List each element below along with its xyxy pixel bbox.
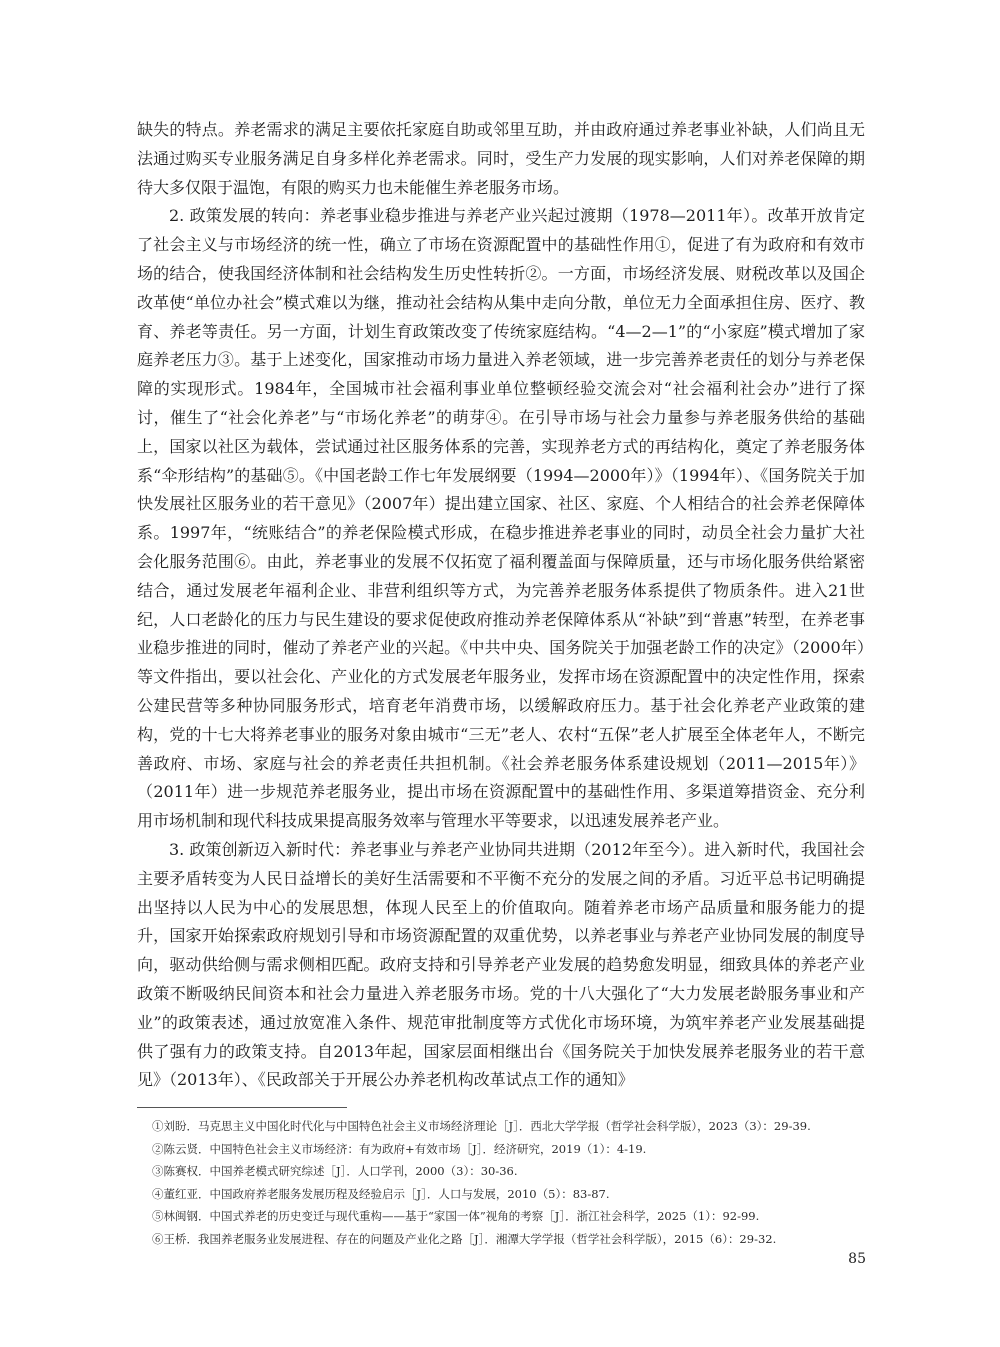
footnote-5: ⑤林闽钢．中国式养老的历史变迁与现代重构——基于“家国一体”视角的考察［J］．浙江社会科学，2025（1）：92-99. bbox=[152, 1209, 760, 1223]
footnote-3: ③陈赛权．中国养老模式研究综述［J］．人口学刊，2000（3）：30-36. bbox=[152, 1164, 518, 1178]
footnotes bbox=[152, 1115, 864, 1250]
footnote-2: ②陈云贤．中国特色社会主义市场经济：有为政府+有效市场［J］．经济研究，2019（1）：4-19. bbox=[152, 1141, 647, 1156]
page-number: 85 bbox=[848, 1251, 866, 1267]
paragraph-section-2: 2. 政策发展的转向：养老事业稳步推进与养老产业兴起过渡期（1978—2011年）。改革开放肯定了社会主义与市场经济的统一性，确立了市场在资源配置中的基础性作用①，促进了有为政府和有效市场的结合，使我国经济体制和社会结构发生历史性转折②。一方面，市场经济发展、财税改革以及国企改革使“单位办社会”模式难以为继，推动社会结构从集中走向分散，单位无力全面承担住房、医疗、教育、养老等责任。另一方面，计划生育政策改变了传统家庭结构。“4—2—1”的“小家庭”模式增加了家庭养老压力③。基于上述变化，国家推动市场力量进入养老领域，进一步完善养老责任的划分与养老保障的实现形式。1984年，全国城市社会福利事业单位整顿经验交流会对“社会福利社会办”进行了探讨，催生了“社会化养老”与“市场化养老”的萌芽④。在引导市场与社会力量参与养老服务供给的基础上，国家以社区为载体，尝试通过社区服务体系的完善，实现养老方式的再结构化，奠定了养老服务体系“伞形结构”的基础⑤。《中国老龄工作七年发展纲要（1994—2000年）》（1994年）、《国务院关于加快发展社区服务业的若干意见》（2007年）提出建立国家、社区、家庭、个人相结合的社会养老保障体系。1997年，“统账结合”的养老保险模式形成，在稳步推进养老事业的同时，动员全社会力量扩大社会化服务范围⑥。由此，养老事业的发展不仅拓宽了福利覆盖面与保障质量，还与市场化服务供给紧密结合，通过发展老年福利企业、非营利组织等方式，为完善养老服务体系提供了物质条件。进入21世纪，人口老龄化的压力与民生建设的要求促使政府推动养老保障体系从“补缺”到“普惠”转型，在养老事业稳步推进的同时，催动了养老产业的兴起。《中共中央、国务院关于加强老龄工作的决定》（2000年）等文件指出，要以社会化、产业化的方式发展老年服务业，发挥市场在资源配置中的决定性作用，探索公建民营等多种协同服务形式，培育老年消费市场，以缓解政府压力。基于社会化养老产业政策的建构，党的十七大将养老事业的服务对象由城市“三无”老人、农村“五保”老人扩展至全体老年人，不断完善政府、市场、家庭与社会的养老责任共担机制。《社会养老服务体系建设规划（2011—2015年）》（2011年）进一步规范养老服务业，提出市场在资源配置中的基础性作用、多渠道筹措资金、充分利用市场机制和现代科技成果提高服务效率与管理水平等要求，以迅速发展养老产业。 bbox=[137, 206, 865, 831]
footnote-4: ④董红亚．中国政府养老服务发展历程及经验启示［J］．人口与发展，2010（5）：83-87. bbox=[152, 1186, 610, 1201]
body-text bbox=[137, 116, 865, 1095]
footnote-divider bbox=[137, 1107, 347, 1108]
paragraph-section-3: 3. 政策创新迈入新时代：养老事业与养老产业协同共进期（2012年至今）。进入新时代，我国社会主要矛盾转变为人民日益增长的美好生活需要和不平衡不充分的发展之间的矛盾。习近平总书记明确提出坚持以人民为中心的发展思想，体现人民至上的价值取向。随着养老市场产品质量和服务能力的提升，国家开始探索政府规划引导和市场资源配置的双重优势，以养老事业与养老产业协同发展的制度导向，驱动供给侧与需求侧相匹配。政府支持和引导养老产业发展的趋势愈发明显，细致具体的养老产业政策不断吸纳民间资本和社会力量进入养老服务市场。党的十八大强化了“大力发展老龄服务事业和产业”的政策表述，通过放宽准入条件、规范审批制度等方式优化市场环境，为筑牢养老产业发展基础提供了强有力的政策支持。自2013年起，国家层面相继出台《国务院关于加快发展养老服务业的若干意见》（2013年）、《民政部关于开展公办养老机构改革试点工作的通知》 bbox=[137, 839, 865, 1090]
footnote-1: ①刘盼．马克思主义中国化时代化与中国特色社会主义市场经济理论［J］．西北大学学报（哲学社会科学版），2023（3）：29-39. bbox=[152, 1119, 811, 1133]
footnote-6: ⑥王桥．我国养老服务业发展进程、存在的问题及产业化之路［J］．湘潭大学学报（哲学社会科学版），2015（6）：29-32. bbox=[152, 1231, 777, 1246]
paragraph-intro: 缺失的特点。养老需求的满足主要依托家庭自助或邻里互助，并由政府通过养老事业补缺，人们尚且无法通过购买专业服务满足自身多样化养老需求。同时，受生产力发展的现实影响，人们对养老保障的期待大多仅限于温饱，有限的购买力也未能催生养老服务市场。 bbox=[137, 120, 865, 197]
